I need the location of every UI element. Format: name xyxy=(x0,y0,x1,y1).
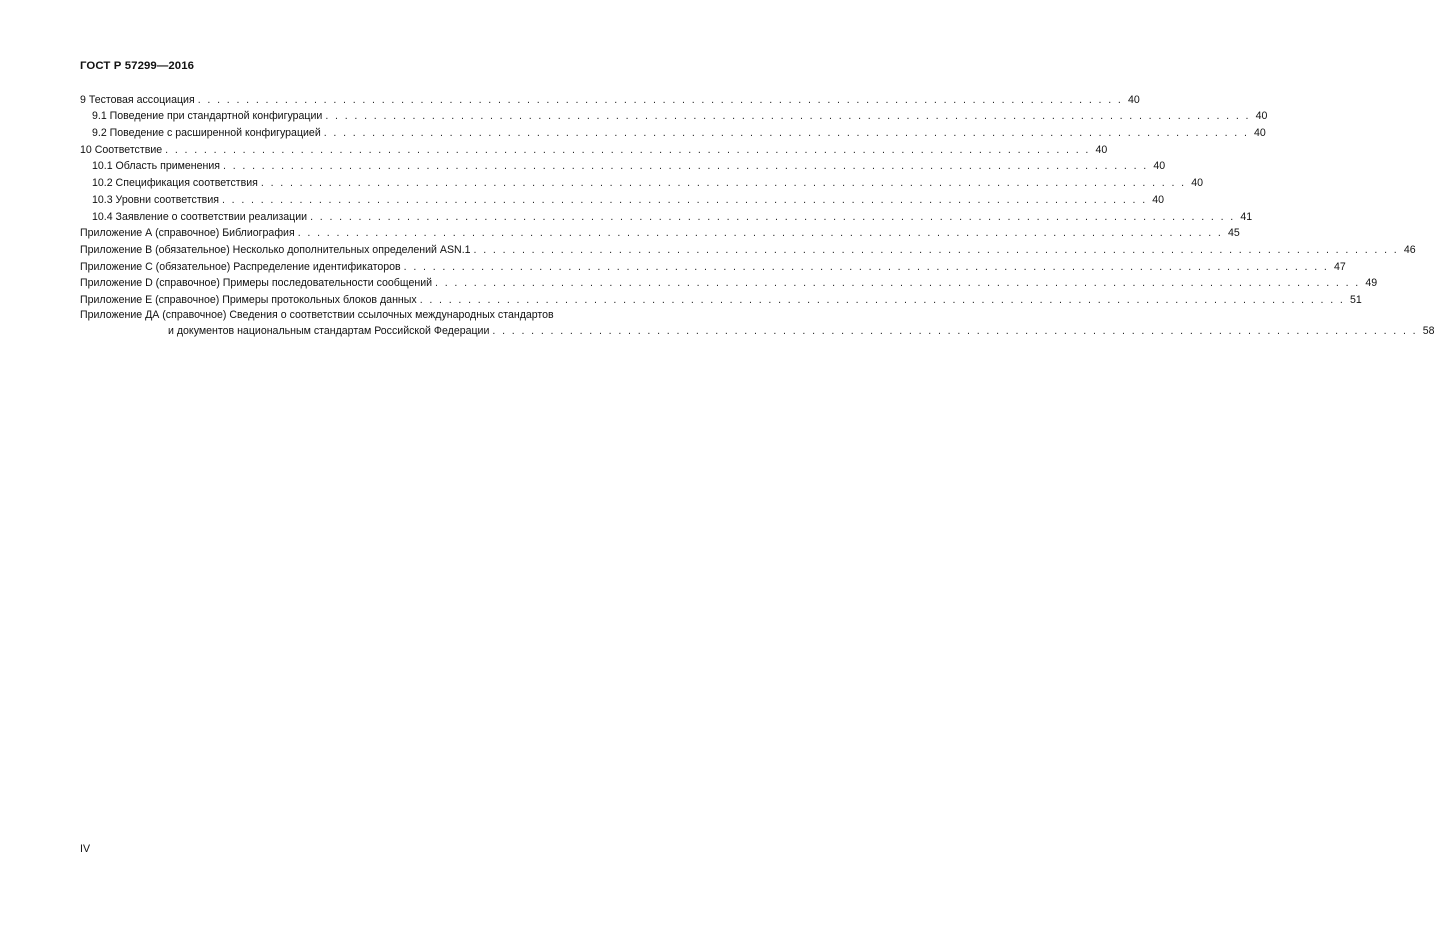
toc-leader-dots: . . . . . . . . . . . . . . . . . . . . . . . . . . . . . . . . . . . . . . . . . . . . . . . . . . . . . . . . . . . . . . . . . . . . . . . . . . . . . . . . . . . . . . . . . . . . . . . . xyxy=(403,260,1329,273)
toc-leader-dots: . . . . . . . . . . . . . . . . . . . . . . . . . . . . . . . . . . . . . . . . . . . . . . . . . . . . . . . . . . . . . . . . . . . . . . . . . . . . . . . . . . . . . . . . . . . . . . . . xyxy=(165,143,1091,156)
toc-entry-title: 9.1 Поведение при стандартной конфигурации xyxy=(92,110,323,123)
toc-entry-title: 9 Тестовая ассоциация xyxy=(80,93,195,106)
toc-entry-continuation[interactable] xyxy=(80,322,1434,338)
toc-entry[interactable] xyxy=(80,140,1108,157)
toc-entry[interactable] xyxy=(80,290,1362,307)
toc-entry-page: 40 xyxy=(1191,177,1203,190)
toc-entry-page: 40 xyxy=(1127,93,1140,106)
toc-entry-page: 41 xyxy=(1240,210,1253,223)
toc-entry-page: 45 xyxy=(1227,227,1240,240)
toc-entry-title: Приложение С (обязательное) Распределение идентификаторов xyxy=(80,260,401,273)
toc-leader-dots: . . . . . . . . . . . . . . . . . . . . . . . . . . . . . . . . . . . . . . . . . . . . . . . . . . . . . . . . . . . . . . . . . . . . . . . . . . . . . . . . . . . . . . . . . . . . . . . . xyxy=(310,210,1236,223)
toc-leader-dots: . . . . . . . . . . . . . . . . . . . . . . . . . . . . . . . . . . . . . . . . . . . . . . . . . . . . . . . . . . . . . . . . . . . . . . . . . . . . . . . . . . . . . . . . . . . . . . . . xyxy=(297,227,1223,240)
toc-entry-page: 49 xyxy=(1365,277,1378,290)
toc-entry-page: 46 xyxy=(1403,243,1416,256)
toc-entry-title: 10.2 Спецификация соответствия xyxy=(92,177,258,190)
toc-leader-dots: . . . . . . . . . . . . . . . . . . . . . . . . . . . . . . . . . . . . . . . . . . . . . . . . . . . . . . . . . . . . . . . . . . . . . . . . . . . . . . . . . . . . . . . . . . . . . . . . xyxy=(419,293,1345,306)
toc-entry-title-continuation: и документов национальным стандартам Российской Федерации xyxy=(168,324,490,337)
toc-entry[interactable] xyxy=(80,240,1416,257)
toc-entry[interactable] xyxy=(80,257,1346,274)
toc-leader-dots: . . . . . . . . . . . . . . . . . . . . . . . . . . . . . . . . . . . . . . . . . . . . . . . . . . . . . . . . . . . . . . . . . . . . . . . . . . . . . . . . . . . . . . . . . . . . . . . . xyxy=(197,93,1123,106)
toc-entry-page: 40 xyxy=(1153,160,1166,173)
toc-entry-page: 47 xyxy=(1333,260,1346,273)
toc-entry-title: Приложение А (справочное) Библиография xyxy=(80,227,295,240)
toc-leader-dots: . . . . . . . . . . . . . . . . . . . . . . . . . . . . . . . . . . . . . . . . . . . . . . . . . . . . . . . . . . . . . . . . . . . . . . . . . . . . . . . . . . . . . . . . . . . . . . . . xyxy=(221,193,1148,206)
toc-entry-page: 40 xyxy=(1254,127,1266,140)
toc-leader-dots: . . . . . . . . . . . . . . . . . . . . . . . . . . . . . . . . . . . . . . . . . . . . . . . . . . . . . . . . . . . . . . . . . . . . . . . . . . . . . . . . . . . . . . . . . . . . . . . . xyxy=(473,243,1399,256)
toc-entry-title: Приложение Е (справочное) Примеры протокольных блоков данных xyxy=(80,293,417,306)
toc-leader-dots: . . . . . . . . . . . . . . . . . . . . . . . . . . . . . . . . . . . . . . . . . . . . . . . . . . . . . . . . . . . . . . . . . . . . . . . . . . . . . . . . . . . . . . . . . . . . . . . . xyxy=(223,160,1149,173)
toc-leader-dots: . . . . . . . . . . . . . . . . . . . . . . . . . . . . . . . . . . . . . . . . . . . . . . . . . . . . . . . . . . . . . . . . . . . . . . . . . . . . . . . . . . . . . . . . . . . . . . . . xyxy=(325,110,1251,123)
toc-entry-page: 58 xyxy=(1422,324,1434,337)
toc-entry[interactable] xyxy=(80,157,1166,174)
toc-entry[interactable] xyxy=(80,224,1240,241)
toc-entry[interactable] xyxy=(80,123,1266,140)
toc-entry[interactable] xyxy=(80,207,1253,224)
table-of-contents xyxy=(80,90,1434,338)
toc-leader-dots: . . . . . . . . . . . . . . . . . . . . . . . . . . . . . . . . . . . . . . . . . . . . . . . . . . . . . . . . . . . . . . . . . . . . . . . . . . . . . . . . . . . . . . . . . . . . . . . . xyxy=(435,277,1361,290)
page-number: IV xyxy=(80,843,91,855)
toc-entry-title: Приложение В (обязательное) Несколько дополнительных определений ASN.1 xyxy=(80,243,471,256)
toc-leader-dots: . . . . . . . . . . . . . . . . . . . . . . . . . . . . . . . . . . . . . . . . . . . . . . . . . . . . . . . . . . . . . . . . . . . . . . . . . . . . . . . . . . . . . . . . . . . . . . . . xyxy=(260,177,1186,190)
toc-entry[interactable] xyxy=(80,274,1378,291)
toc-entry-page: 40 xyxy=(1255,110,1268,123)
document-header: ГОСТ Р 57299—2016 xyxy=(80,60,195,72)
toc-leader-dots: . . . . . . . . . . . . . . . . . . . . . . . . . . . . . . . . . . . . . . . . . . . . . . . . . . . . . . . . . . . . . . . . . . . . . . . . . . . . . . . . . . . . . . . . . . . . . . . . xyxy=(323,127,1249,140)
toc-entry[interactable] xyxy=(80,90,1140,107)
toc-entry-title: 10 Соответствие xyxy=(80,143,163,156)
toc-entry[interactable] xyxy=(80,190,1165,207)
toc-entry-title: 10.3 Уровни соответствия xyxy=(92,193,219,206)
toc-entry-title: 10.4 Заявление о соответствии реализации xyxy=(92,210,308,223)
toc-entry-title: 9.2 Поведение с расширенной конфигурацией xyxy=(92,127,321,140)
toc-leader-dots: . . . . . . . . . . . . . . . . . . . . . . . . . . . . . . . . . . . . . . . . . . . . . . . . . . . . . . . . . . . . . . . . . . . . . . . . . . . . . . . . . . . . . . . . . . . . . . . . xyxy=(492,324,1418,337)
toc-entry[interactable] xyxy=(80,107,1268,124)
toc-entry-title: Приложение ДА (справочное) Сведения о соответствии ссылочных международных стандартов xyxy=(80,308,554,321)
toc-entry-page: 40 xyxy=(1152,193,1165,206)
toc-entry[interactable] xyxy=(80,307,614,322)
toc-entry[interactable] xyxy=(80,173,1203,190)
toc-entry-title: Приложение D (справочное) Примеры последовательности сообщений xyxy=(80,277,433,290)
toc-entry-page: 51 xyxy=(1349,293,1362,306)
toc-entry-title: 10.1 Область применения xyxy=(92,160,221,173)
toc-entry-page: 40 xyxy=(1095,143,1108,156)
